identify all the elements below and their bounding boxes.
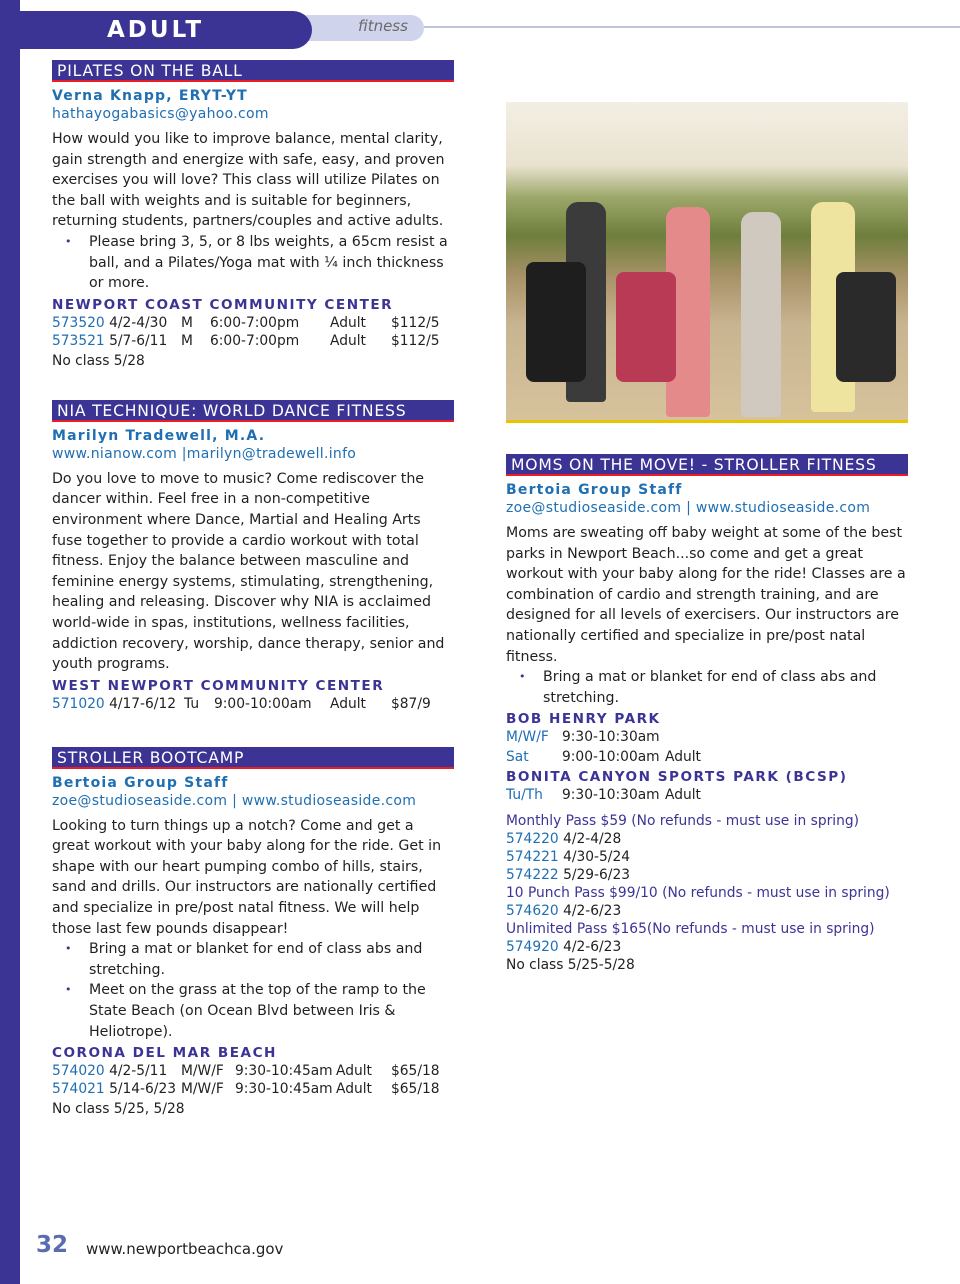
class-time: 6:00-7:00pm — [210, 332, 300, 349]
header-rule — [424, 26, 960, 28]
nia-location: WEST NEWPORT COMMUNITY CENTER — [52, 677, 385, 694]
class-dates: 5/29-6/23 — [563, 867, 631, 884]
schedule-row — [506, 786, 908, 804]
class-time: 9:30-10:45am — [235, 1081, 333, 1098]
pilates-note: No class 5/28 — [52, 352, 145, 369]
pass-class-row — [506, 938, 908, 956]
page-number: 32 — [36, 1232, 69, 1258]
pass-class-row — [506, 830, 908, 848]
pilates-description: How would you like to improve balance, mental clarity, gain strength and energize with safe, easy, and proven exercises you will love? This class will utilize Pilates on the ball with weights and is suitable for beginners, returning students, partners/couples and active adults. — [52, 131, 445, 230]
class-age: Adult — [330, 314, 366, 331]
moms-instructor: Bertoia Group Staff — [506, 482, 683, 498]
class-code: 571020 — [52, 695, 105, 712]
unlimited-pass: Unlimited Pass $165(No refunds - must use in spring) — [506, 921, 875, 938]
class-row — [52, 1080, 454, 1098]
pass-class-row — [506, 866, 908, 884]
class-day: M/W/F — [181, 1081, 224, 1098]
class-time: 9:00-10:00am — [214, 695, 312, 712]
class-dates: 4/2-6/23 — [563, 903, 622, 920]
class-code: 573521 — [52, 332, 105, 349]
class-dates: 4/2-6/23 — [563, 939, 622, 956]
class-code: 573520 — [52, 314, 105, 331]
bootcamp-description: Looking to turn things up a notch? Come and get a great workout with your baby along for the ride. Get in shape with our heart pumping combo of hills, stairs, sand and drills. Our instructors are nationally certified and specialize in pre/post natal fitness. We will help those last few pounds disappear! — [52, 817, 442, 937]
moms-contact[interactable]: zoe@studioseaside.com | www.studioseaside.com — [506, 500, 871, 516]
schedule-day: Sat — [506, 749, 529, 766]
moms-location-1: BOB HENRY PARK — [506, 711, 661, 728]
left-column — [52, 60, 454, 1118]
class-day: M/W/F — [181, 1063, 224, 1080]
class-row — [52, 314, 454, 332]
left-color-bar — [0, 0, 20, 1284]
pilates-location: NEWPORT COAST COMMUNITY CENTER — [52, 296, 394, 313]
class-code: 574222 — [506, 867, 559, 884]
nia-contact[interactable]: www.nianow.com |marilyn@tradewell.info — [52, 445, 357, 462]
moms-bullets — [506, 667, 908, 708]
class-row — [52, 1062, 454, 1080]
schedule-row — [506, 748, 908, 766]
class-code: 574920 — [506, 939, 559, 956]
person-figure — [741, 212, 781, 417]
stroller-shape — [836, 272, 896, 382]
bullet-icon: • — [65, 983, 72, 997]
bootcamp-instructor: Bertoia Group Staff — [52, 774, 229, 791]
schedule-age: Adult — [665, 787, 701, 804]
class-dates: 4/2-4/28 — [563, 831, 622, 848]
bootcamp-heading: STROLLER BOOTCAMP — [52, 747, 454, 769]
moms-heading: MOMS ON THE MOVE! - STROLLER FITNESS — [506, 454, 908, 476]
website-url[interactable]: www.newportbeachca.gov — [86, 1240, 284, 1258]
class-fee: $112/5 — [391, 332, 440, 349]
class-dates: 5/7-6/11 — [109, 332, 168, 349]
monthly-pass: Monthly Pass $59 (No refunds - must use in spring) — [506, 813, 859, 830]
schedule-row — [506, 728, 908, 746]
class-dates: 4/17-6/12 — [109, 695, 177, 712]
category-title: fitness — [358, 17, 408, 35]
bootcamp-location: CORONA DEL MAR BEACH — [52, 1045, 277, 1062]
class-fee: $65/18 — [391, 1063, 440, 1080]
section-title: ADULT — [107, 17, 205, 43]
class-code: 574620 — [506, 903, 559, 920]
right-column — [506, 454, 908, 974]
bootcamp-bullets — [52, 939, 454, 1042]
schedule-time: 9:00-10:00am — [562, 749, 660, 766]
class-time: 9:30-10:45am — [235, 1063, 333, 1080]
class-dates: 4/2-4/30 — [109, 314, 168, 331]
class-code: 574221 — [506, 849, 559, 866]
schedule-day: M/W/F — [506, 729, 549, 746]
bullet-icon: • — [65, 942, 72, 956]
class-age: Adult — [330, 695, 366, 712]
bullet-icon: • — [65, 234, 72, 248]
class-time: 6:00-7:00pm — [210, 314, 300, 331]
schedule-time: 9:30-10:30am — [562, 787, 660, 804]
moms-note: No class 5/25-5/28 — [506, 957, 635, 974]
pilates-bullets — [52, 232, 454, 294]
class-code: 574220 — [506, 831, 559, 848]
class-row — [52, 332, 454, 350]
class-day: Tu — [184, 695, 200, 712]
bootcamp-contact[interactable]: zoe@studioseaside.com | www.studioseaside.com — [52, 792, 417, 809]
class-code: 574021 — [52, 1081, 105, 1098]
list-item: • Bring a mat or blanket for end of class abs and stretching. — [65, 941, 423, 978]
class-code: 574020 — [52, 1063, 105, 1080]
class-row — [52, 695, 454, 713]
class-dates: 4/30-5/24 — [563, 849, 631, 866]
list-item: • Please bring 3, 5, or 8 lbs weights, a 65cm resist a ball, and a Pilates/Yoga mat with ¼ inch thickness or more. — [65, 233, 448, 292]
schedule-time: 9:30-10:30am — [562, 729, 660, 746]
nia-instructor: Marilyn Tradewell, M.A. — [52, 427, 266, 444]
stroller-shape — [616, 272, 676, 382]
schedule-day: Tu/Th — [506, 787, 543, 804]
class-fee: $112/5 — [391, 314, 440, 331]
class-age: Adult — [336, 1081, 372, 1098]
class-fee: $65/18 — [391, 1081, 440, 1098]
pass-class-row — [506, 902, 908, 920]
class-age: Adult — [330, 332, 366, 349]
class-dates: 4/2-5/11 — [109, 1063, 168, 1080]
moms-description: Moms are sweating off baby weight at some of the best parks in Newport Beach...so come and get a great workout with your baby along for the ride! Classes are a combination of cardio and strength training, and are designed for all levels of exercisers. Our instructors are nationally certified and specialize in pre/post natal fitness. — [506, 525, 906, 665]
pilates-heading: PILATES ON THE BALL — [52, 60, 454, 82]
pilates-instructor: Verna Knapp, ERYT-YT — [52, 88, 248, 104]
bullet-icon: • — [519, 670, 526, 684]
class-fee: $87/9 — [391, 695, 431, 712]
nia-description: Do you love to move to music? Come rediscover the dancer within. Feel free in a non-competitive environment where Dance, Martial and Healing Arts fuse together to provide a cardio workout with total fitness. Enjoy the balance between masculine and feminine energy systems, stimulating, strengthening, healing and releasing. Discover why NIA is acclaimed world-wide in spas, institutions, wellness facilities, addiction recovery, worship, dance therapy, senior and youth programs. — [52, 470, 445, 673]
class-day: M — [181, 314, 193, 331]
punch-pass: 10 Punch Pass $99/10 (No refunds - must use in spring) — [506, 885, 890, 902]
stroller-shape — [526, 262, 586, 382]
pass-class-row — [506, 848, 908, 866]
bootcamp-note: No class 5/25, 5/28 — [52, 1101, 185, 1118]
stroller-walkers-photo — [506, 102, 908, 423]
pilates-contact[interactable]: hathayogabasics@yahoo.com — [52, 106, 269, 122]
schedule-age: Adult — [665, 749, 701, 766]
class-dates: 5/14-6/23 — [109, 1081, 177, 1098]
nia-heading: NIA TECHNIQUE: WORLD DANCE FITNESS — [52, 400, 454, 422]
list-item: • Bring a mat or blanket for end of class abs and stretching. — [519, 669, 877, 706]
moms-location-2: BONITA CANYON SPORTS PARK (BCSP) — [506, 769, 848, 786]
class-day: M — [181, 332, 193, 349]
class-age: Adult — [336, 1063, 372, 1080]
list-item: • Meet on the grass at the top of the ramp to the State Beach (on Ocean Blvd between Iris & Heliotrope). — [65, 982, 426, 1040]
